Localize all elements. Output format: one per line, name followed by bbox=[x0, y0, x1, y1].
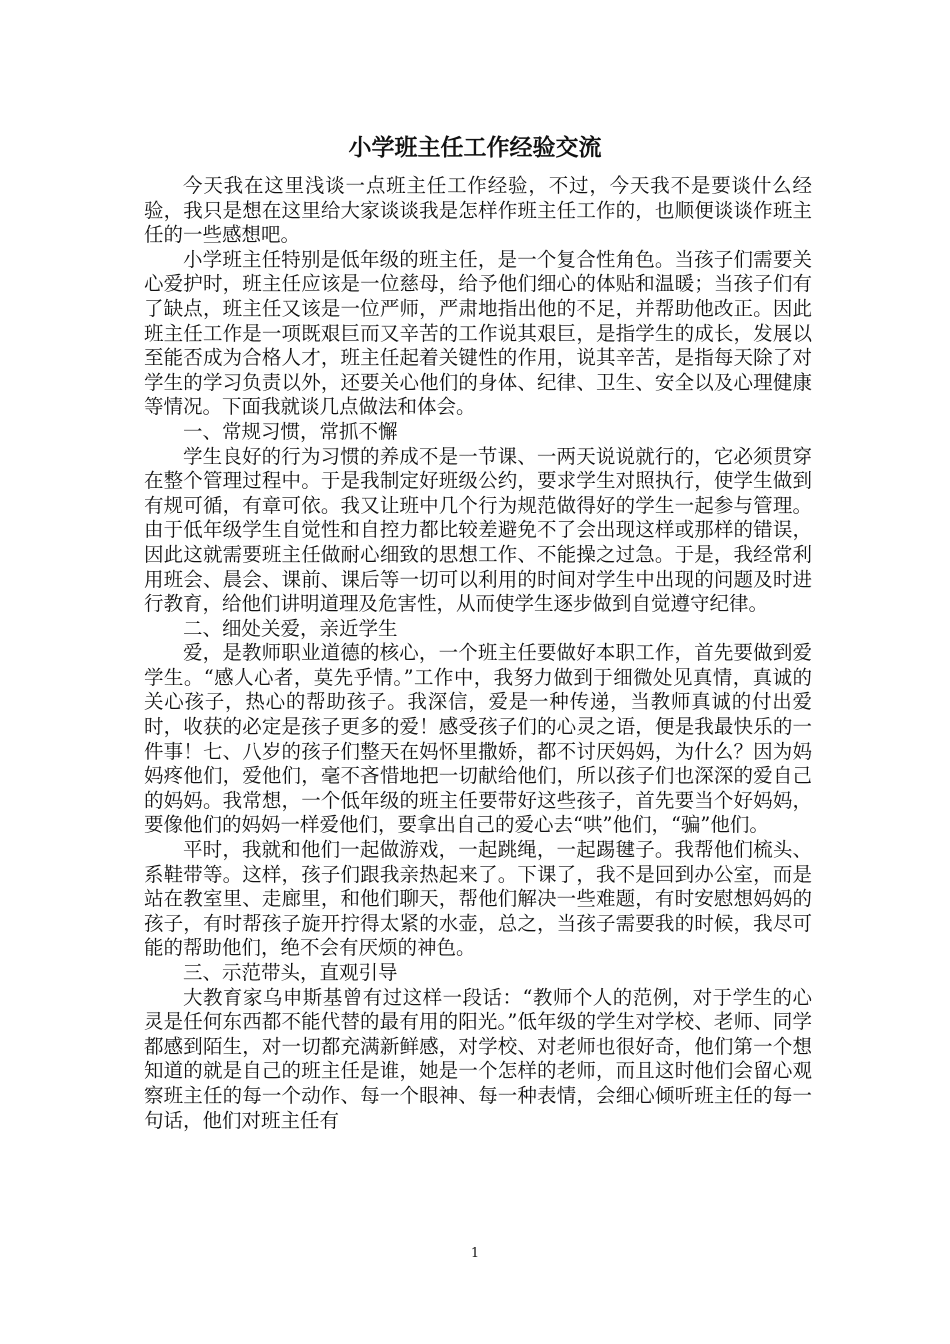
paragraph-intro: 今天我在这里浅谈一点班主任工作经验，不过，今天我不是要谈什么经验，我只是想在这里给大家谈谈我是怎样作班主任工作的，也顺便谈谈作班主任的一些感想吧。 bbox=[144, 174, 812, 247]
paragraph-role: 小学班主任特别是低年级的班主任，是一个复合性角色。当孩子们需要关心爱护时，班主任应该是一位慈母，给予他们细心的体贴和温暖；当孩子们有了缺点，班主任又该是一位严师，严肃地指出他的不足，并帮助他改正。因此班主任工作是一项既艰巨而又辛苦的工作说其艰巨，是指学生的成长，发展以至能否成为合格人才，班主任起着关键性的作用，说其辛苦，是指每天除了对学生的学习负责以外，还要关心他们的身体、纪律、卫生、安全以及心理健康等情况。下面我就谈几点做法和体会。 bbox=[144, 247, 812, 419]
section-heading-2: 二、细处关爱，亲近学生 bbox=[183, 616, 398, 640]
paragraph-habits: 学生良好的行为习惯的养成不是一节课、一两天说说就行的，它必须贯穿在整个管理过程中。于是我制定好班级公约，要求学生对照执行，使学生做到有规可循，有章可依。我又让班中几个行为规范做得好的学生一起参与管理。由于低年级学生自觉性和自控力都比较差避免不了会出现这样或那样的错误，因此这就需要班主任做耐心细致的思想工作、不能操之过急。于是，我经常利用班会、晨会、课前、课后等一切可以利用的时间对学生中出现的问题及时进行教育，给他们讲明道理及危害性，从而使学生逐步做到自觉遵守纪律。 bbox=[144, 444, 812, 616]
paragraph-example: 大教育家乌申斯基曾有过这样一段话：“教师个人的范例，对于学生的心灵是任何东西都不能代替的最有用的阳光。”低年级的学生对学校、老师、同学都感到陌生，对一切都充满新鲜感，对学校、对老师也很好奇，他们第一个想知道的就是自己的班主任是谁，她是一个怎样的老师，而且这时他们会留心观察班主任的每一个动作、每一个眼神、每一种表情，会细心倾听班主任的每一句话，他们对班主任有 bbox=[144, 985, 812, 1132]
paragraph-daily: 平时，我就和他们一起做游戏，一起跳绳，一起踢毽子。我帮他们梳头、系鞋带等。这样，孩子们跟我亲热起来了。下课了，我不是回到办公室，而是站在教室里、走廊里，和他们聊天，帮他们解决一些难题，有时安慰想妈妈的孩子，有时帮孩子旋开拧得太紧的水壶，总之，当孩子需要我的时候，我尽可能的帮助他们，绝不会有厌烦的神色。 bbox=[144, 838, 812, 960]
paragraph-love: 爱，是教师职业道德的核心，一个班主任要做好本职工作，首先要做到爱学生。“感人心者，莫先乎情。”工作中，我努力做到于细微处见真情，真诚的关心孩子，热心的帮助孩子。我深信，爱是一种传递，当教师真诚的付出爱时，收获的必定是孩子更多的爱！感受孩子们的心灵之语，便是我最快乐的一件事！七、八岁的孩子们整天在妈怀里撒娇，都不讨厌妈妈，为什么？因为妈妈疼他们，爱他们，毫不吝惜地把一切献给他们，所以孩子们也深深的爱自己的妈妈。我常想，一个低年级的班主任要带好这些孩子，首先要当个好妈妈，要像他们的妈妈一样爱他们，要拿出自己的爱心去“哄”他们，“骗”他们。 bbox=[144, 641, 812, 837]
document-title: 小学班主任工作经验交流 bbox=[348, 135, 602, 161]
document-body bbox=[144, 174, 812, 1133]
section-heading-1: 一、常规习惯，常抓不懈 bbox=[183, 419, 398, 443]
section-heading-3: 三、示范带头，直观引导 bbox=[183, 961, 398, 984]
page-number: 1 bbox=[470, 1246, 480, 1261]
